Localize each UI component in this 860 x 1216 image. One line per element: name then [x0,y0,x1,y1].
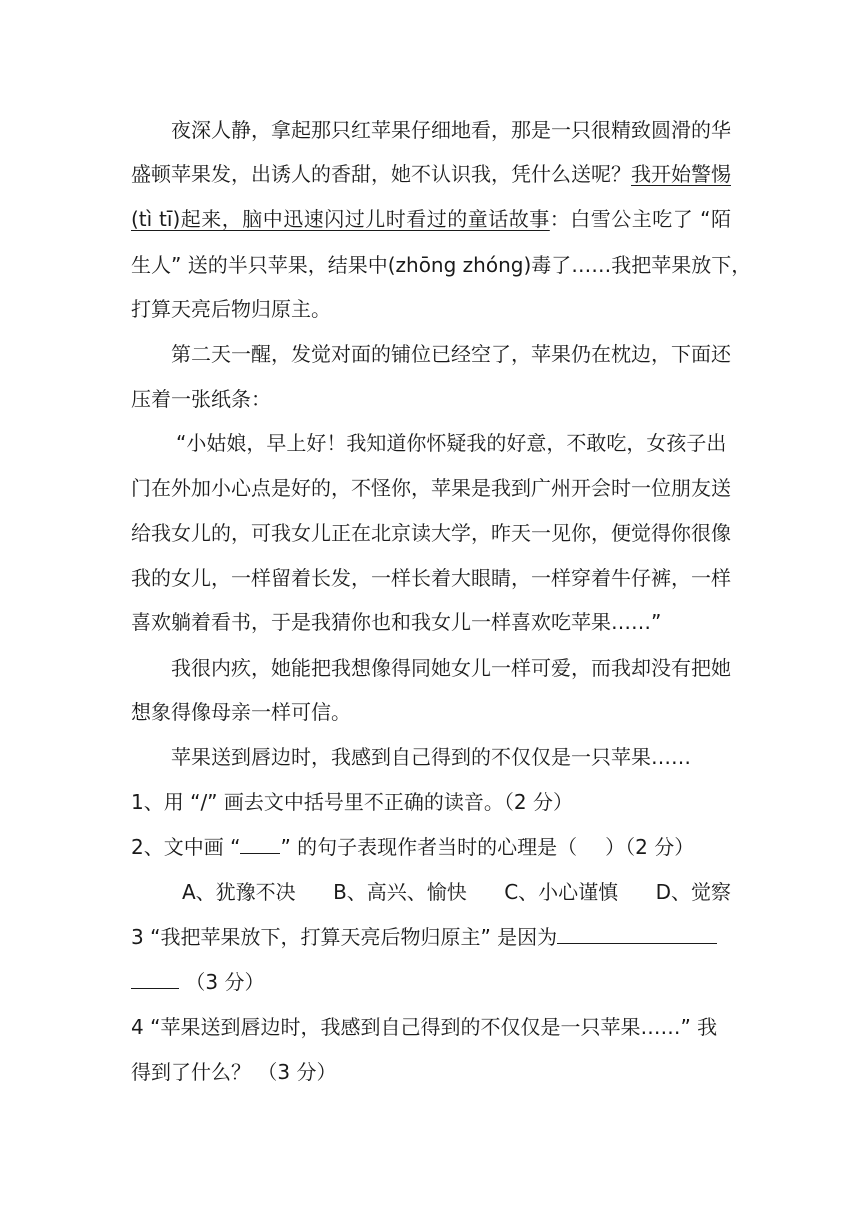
paragraph-3-line-1: 我很内疚，她能把我想像得同她女儿一样可爱，而我却没有把她 [171,656,731,680]
question-3-points: （3 分） [185,970,265,994]
question-2-text-b: ” 的句子表现作者当时的心理是（ [280,835,578,859]
option-b: B、高兴、愉快 [333,880,467,904]
question-2-text-c: ）（2 分） [605,835,695,859]
paragraph-1-line-2-text: 盛顿苹果发，出诱人的香甜，她不认识我，凭什么送呢？ [131,162,631,186]
paragraph-2-line-2: 压着一张纸条： [131,387,271,411]
question-3-continued [131,970,731,994]
option-c: C、小心谨慎 [504,880,619,904]
paragraph-1-line-3-text: ：白雪公主吃了 “陌 [549,207,732,231]
paragraph-3-line-2: 想象得像母亲一样可信。 [131,700,351,724]
question-2-underline-sample [240,835,280,854]
question-4-line-2: 得到了什么？ （3 分） [131,1060,337,1084]
underlined-sentence-part-1: 我开始警惕 [631,162,731,186]
option-d: D、觉察 [655,880,731,904]
underlined-sentence-part-2: (tì tī)起来，脑中迅速闪过儿时看过的童话故事 [131,207,550,231]
note-line-5: 喜欢躺着看书，于是我猜你也和我女儿一样喜欢吃苹果……” [131,610,662,634]
option-a: A、犹豫不决 [182,880,296,904]
paragraph-1-line-1: 夜深人静，拿起那只红苹果仔细地看，那是一只很精致圆滑的华 [171,118,731,142]
paragraph-1-line-5: 打算天亮后物归原主。 [131,297,331,321]
answer-blank-3[interactable] [557,925,717,944]
question-2-text-a: 2、文中画 “ [131,835,241,859]
question-2 [131,835,731,859]
paragraph-1-line-3 [131,207,731,231]
question-4-line-1: 4 “苹果送到唇边时，我感到自己得到的不仅仅是一只苹果……” 我 [131,1015,718,1039]
note-line-3: 给我女儿的，可我女儿正在北京读大学，昨天一见你，便觉得你很像 [131,521,731,545]
question-3-text: 3 “我把苹果放下，打算天亮后物归原主” 是因为 [131,925,558,949]
note-line-2: 门在外加小心点是好的，不怪你，苹果是我到广州开会时一位朋友送 [131,476,731,500]
question-1: 1、用 “/” 画去文中括号里不正确的读音。（2 分） [131,790,573,814]
question-2-options [182,880,731,904]
paragraph-1-line-4: 生人” 送的半只苹果，结果中(zhōng zhóng)毒了……我把苹果放下， [131,253,752,277]
answer-blank-3-continued[interactable] [131,970,179,989]
note-line-4: 我的女儿，一样留着长发，一样长着大眼睛，一样穿着牛仔裤，一样 [131,566,731,590]
paragraph-4-line-1: 苹果送到唇边时，我感到自己得到的不仅仅是一只苹果…… [171,745,691,769]
paragraph-1-line-2 [131,162,731,186]
note-line-1: “小姑娘，早上好！我知道你怀疑我的好意，不敢吃，女孩子出 [176,431,727,455]
question-3 [131,925,731,949]
paragraph-2-line-1: 第二天一醒，发觉对面的铺位已经空了，苹果仍在枕边，下面还 [171,342,731,366]
